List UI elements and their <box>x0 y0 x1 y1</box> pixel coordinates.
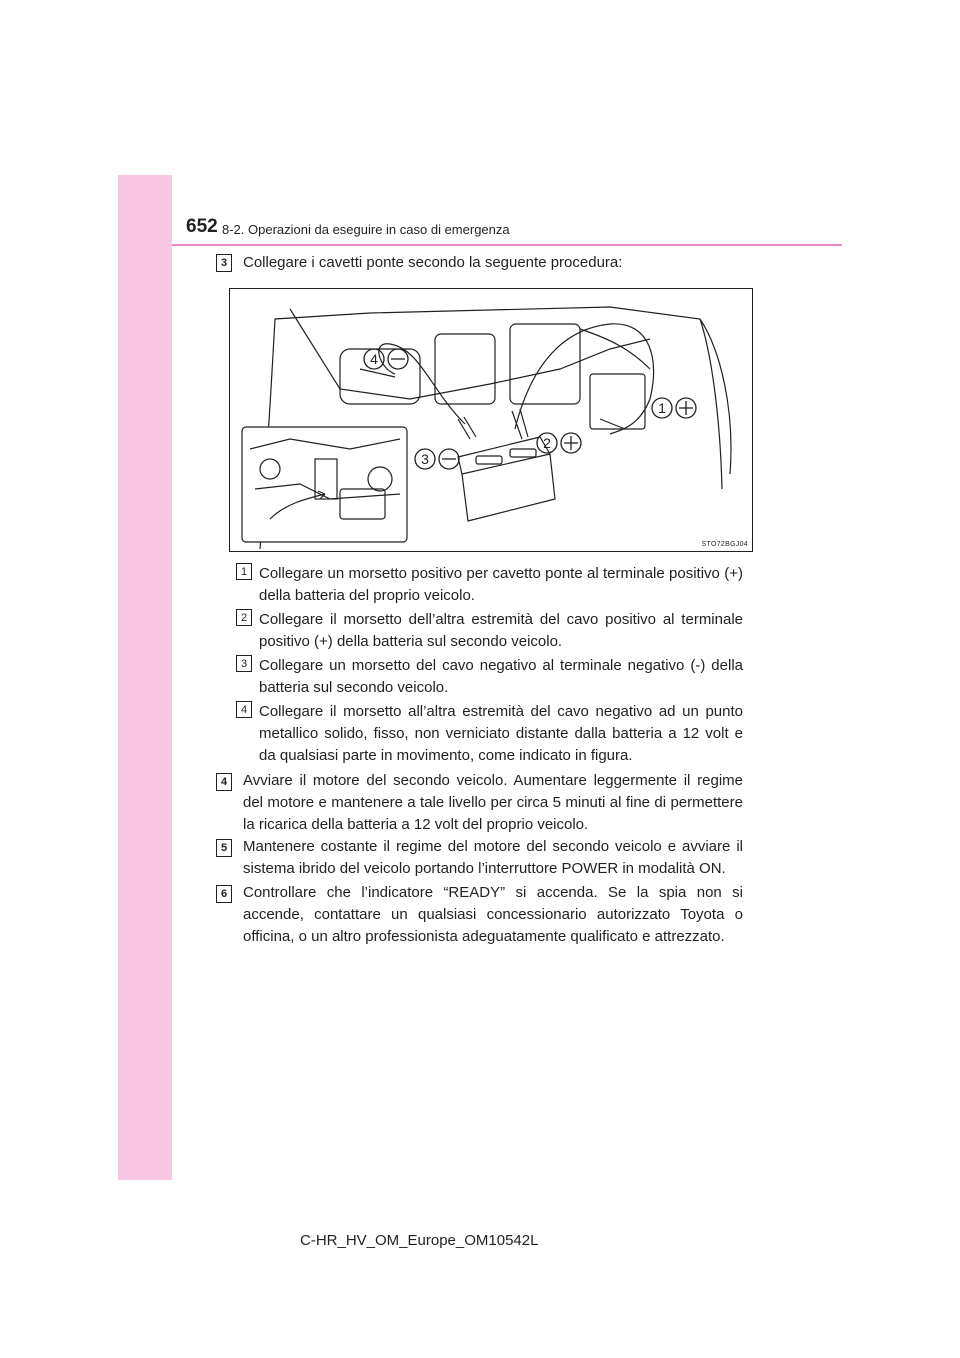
step-text: Avviare il motore del secondo veicolo. Aumentare leggermente il regime del motore e mantenere a tale livello per circa 5 minuti al fine di permettere la ricarica della batteria a 12 volt del proprio veicolo. <box>243 772 743 833</box>
step-text: Controllare che l’indicatore “READY” si accenda. Se la spia non si accende, contattare un qualsiasi concessionario autorizzato Toyota o officina, o un altro professionista adeguatamente qualificato e attrezzato. <box>243 884 743 945</box>
substep-text: Collegare il morsetto dell’altra estremità del cavo positivo al terminale positivo (+) della batteria sul secondo veicolo. <box>259 611 743 650</box>
header-divider <box>172 244 842 246</box>
step-badge: 6 <box>216 885 232 903</box>
substep-badge: 3 <box>236 655 252 672</box>
engine-bay-illustration <box>230 289 752 551</box>
step-badge: 4 <box>216 773 232 791</box>
jump-start-figure <box>229 288 753 552</box>
callout-1-label: 1 <box>658 400 666 416</box>
page-number: 652 <box>186 216 218 237</box>
callout-4-label: 4 <box>370 351 378 367</box>
substep-text: Collegare un morsetto del cavo negativo al terminale negativo (-) della batteria sul secondo veicolo. <box>259 657 743 696</box>
substep-text: Collegare il morsetto all’altra estremità del cavo negativo ad un punto metallico solido, fisso, non verniciato distante dalla batteria a 12 volt e da qualsiasi parte in movimento, come indicato in figura. <box>259 703 743 764</box>
chapter-sidebar-tab <box>118 175 172 1180</box>
step-text: Collegare i cavetti ponte secondo la seguente procedura: <box>243 254 623 271</box>
step-text: Mantenere costante il regime del motore del secondo veicolo e avviare il sistema ibrido del veicolo portando l’interruttore POWER in modalità ON. <box>243 838 743 877</box>
section-title: 8-2. Operazioni da eseguire in caso di emergenza <box>222 222 510 237</box>
figure-code: STO72BGJ04 <box>701 541 748 548</box>
callout-2-label: 2 <box>543 435 551 451</box>
step-badge: 5 <box>216 839 232 857</box>
substep-badge: 2 <box>236 609 252 626</box>
callout-3-label: 3 <box>421 451 429 467</box>
substep-badge: 4 <box>236 701 252 718</box>
document-id-footer: C-HR_HV_OM_Europe_OM10542L <box>300 1232 539 1249</box>
step-badge: 3 <box>216 254 232 272</box>
substep-text: Collegare un morsetto positivo per cavetto ponte al terminale positivo (+) della batteria del proprio veicolo. <box>259 565 743 604</box>
substep-badge: 1 <box>236 563 252 580</box>
